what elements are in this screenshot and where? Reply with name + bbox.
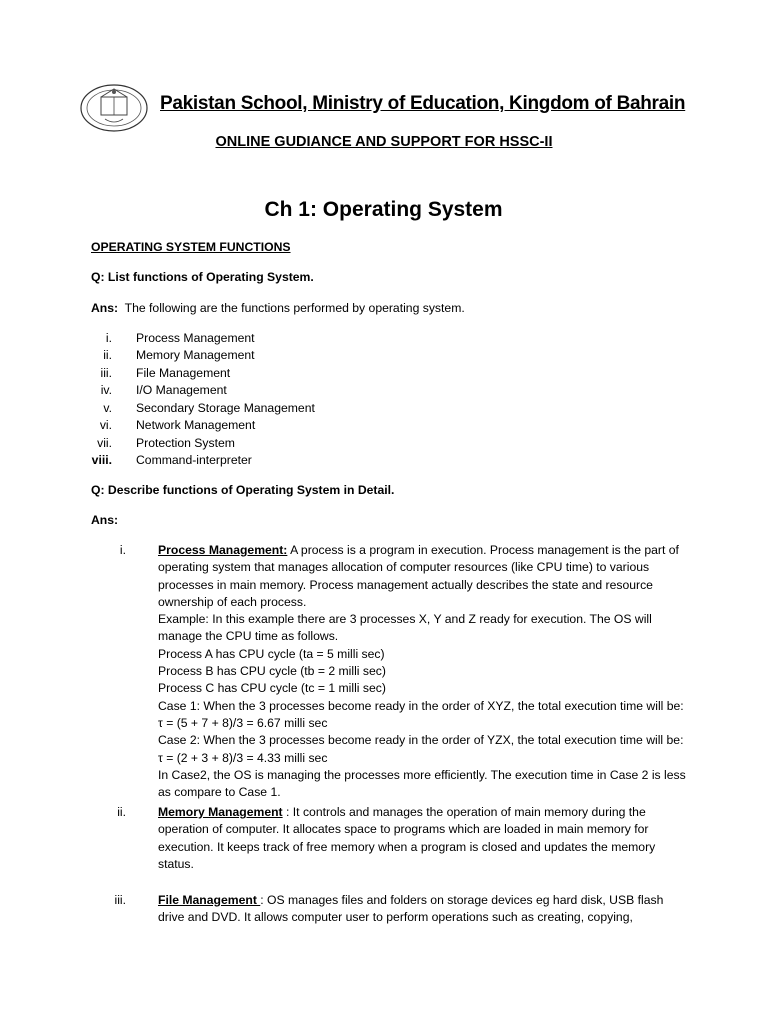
detail-memory-management: [158, 804, 688, 873]
detail-paragraph: Process A has CPU cycle (ta = 5 milli sec): [158, 646, 385, 661]
list-item: Secondary Storage Management: [136, 401, 315, 415]
list-number: viii.: [91, 453, 112, 467]
answer-1: Ans: The following are the functions performed by operating system.: [91, 301, 465, 315]
detail-paragraph: Process B has CPU cycle (tb = 2 milli sec): [158, 664, 386, 679]
detail-number: i.: [119, 543, 126, 557]
detail-heading: Memory Management: [158, 805, 283, 819]
detail-paragraph: Memory Management : It controls and manages the operation of main memory during the operation of computer. It allocates space to programs which are loaded in main memory for execution. It keeps track of free memory when a program is closed and updates the memory status.: [158, 805, 656, 871]
detail-heading: Process Management:: [158, 543, 288, 557]
list-item: Command-interpreter: [136, 453, 252, 467]
chapter-title: Ch 1: Operating System: [264, 198, 503, 221]
list-item: Network Management: [136, 418, 256, 432]
detail-paragraph: File Management : OS manages files and folders on storage devices eg hard disk, USB flash drive and DVD. It allows computer user to perform operations such as creating, copying,: [158, 893, 664, 925]
list-number: vii.: [97, 436, 112, 450]
answer-2-label: Ans:: [91, 513, 119, 527]
detail-paragraph: In Case2, the OS is managing the processes more efficiently. The execution time in Case 2 is less as compare to Case 1.: [158, 767, 686, 800]
list-number: vi.: [99, 418, 112, 432]
list-number: v.: [103, 401, 112, 415]
list-item: Memory Management: [136, 348, 255, 362]
detail-paragraph: Case 1: When the 3 processes become ready in the order of XYZ, the total execution time will be: τ = (5 + 7 + 8)/3 = 6.67 milli sec: [158, 698, 684, 730]
list-item: Process Management: [136, 331, 255, 345]
list-number: iv.: [100, 383, 112, 397]
question-1: Q: List functions of Operating System.: [91, 270, 314, 284]
detail-heading: File Management: [158, 893, 261, 907]
detail-process-management: [158, 542, 688, 801]
detail-paragraph: Example: In this example there are 3 processes X, Y and Z ready for execution. The OS will manage the CPU time as follows.: [158, 612, 652, 644]
list-number: iii.: [100, 366, 112, 380]
question-2: Q: Describe functions of Operating System in Detail.: [91, 483, 395, 497]
list-number: ii.: [103, 348, 112, 362]
section-heading: OPERATING SYSTEM FUNCTIONS: [91, 240, 291, 254]
list-item: I/O Management: [136, 383, 227, 397]
school-title: Pakistan School, Ministry of Education, Kingdom of Bahrain: [160, 93, 686, 114]
detail-file-management: [158, 892, 688, 927]
list-item: Protection System: [136, 436, 235, 450]
detail-number: iii.: [114, 893, 126, 907]
detail-number: ii.: [117, 805, 126, 819]
school-crest-icon: [79, 83, 149, 133]
detail-paragraph: Case 2: When the 3 processes become ready in the order of YZX, the total execution time will be: τ = (2 + 3 + 8)/3 = 4.33 milli sec: [158, 733, 684, 765]
detail-paragraph: Process C has CPU cycle (tc = 1 milli sec): [158, 681, 386, 696]
document-subtitle: ONLINE GUDIANCE AND SUPPORT FOR HSSC-II: [215, 134, 553, 150]
detail-paragraph: Process Management: A process is a program in execution. Process management is the part of operating system that manages allocation of computer resources (like CPU time) to various processes in main memory. Process management actually describes the state and resource ownership of each process.: [158, 543, 679, 609]
list-item: File Management: [136, 366, 231, 380]
list-number: i.: [105, 331, 112, 345]
